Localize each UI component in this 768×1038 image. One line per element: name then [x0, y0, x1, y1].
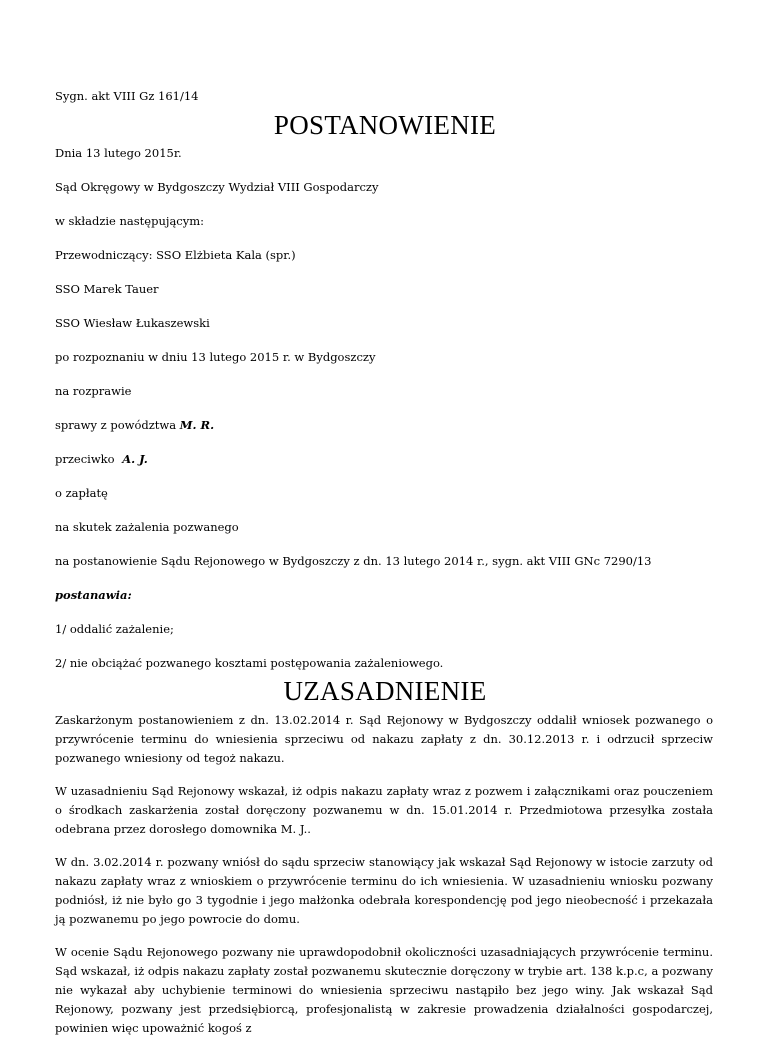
appeal-line: na skutek zażalenia pozwanego	[55, 520, 239, 534]
session-line: na rozprawie	[55, 384, 132, 398]
justification-paragraph-1: Zaskarżonym postanowieniem z dn. 13.02.2014 r. Sąd Rejonowy w Bydgoszczy oddalił wniosek pozwanego o przywrócenie terminu do wniesienia sprzeciwu od nakazu zapłaty z dn. 30.12.2013 r. i odrzucił sprzeciw pozwanego wniesiony od tegoż nakazu.	[55, 713, 713, 765]
defendant-prefix: przeciwko	[55, 452, 119, 466]
hearing-line: po rozpoznaniu w dniu 13 lutego 2015 r. w Bydgoszczy	[55, 350, 376, 364]
presiding-judge-line: Przewodniczący: SSO Elżbieta Kala (spr.)	[55, 248, 296, 262]
justification-title: UZASADNIENIE	[283, 676, 487, 706]
judge-line-1: SSO Marek Tauer	[55, 282, 159, 296]
plaintiff-prefix: sprawy z powództwa	[55, 418, 180, 432]
justification-paragraph-4: W ocenie Sądu Rejonowego pozwany nie uprawdopodobnił okoliczności uzasadniających przywrócenie terminu. Sąd wskazał, iż odpis nakazu zapłaty został pozwanemu skutecznie doręczony w trybie art. 138 k.p.c, a pozwany nie wykazał aby uchybienie terminowi do wniesienia sprzeciwu nastąpiło bez jego winy. Jak wskazał Sąd Rejonowy, pozwany jest przedsiębiorcą, profesjonalistą w zakresie prowadzenia działalności gospodarczej, powinien więc upoważnić kogoś z	[55, 945, 713, 1035]
justification-paragraph-3: W dn. 3.02.2014 r. pozwany wniósł do sądu sprzeciw stanowiący jak wskazał Sąd Rejonowy w istocie zarzuty od nakazu zapłaty wraz z wnioskiem o przywrócenie terminu do ich wniesienia. W uzasadnieniu wniosku pozwany podniósł, iż nie było go 3 tygodnie i jego małżonka odebrała korespondencję pod jego nieobecność i przekazała ją pozwanemu po jego powrocie do domu.	[55, 855, 713, 926]
date-line: Dnia 13 lutego 2015r.	[55, 146, 182, 160]
case-number: Sygn. akt VIII Gz 161/14	[55, 89, 199, 103]
plaintiff-line	[55, 417, 214, 433]
ruling-item-2: 2/ nie obciążać pozwanego kosztami postępowania zażaleniowego.	[55, 656, 444, 670]
subject-line: o zapłatę	[55, 486, 108, 500]
document-title: POSTANOWIENIE	[273, 110, 497, 140]
composition-line: w składzie następującym:	[55, 214, 205, 228]
defendant-line	[55, 451, 148, 467]
appealed-decision-line: na postanowienie Sądu Rejonowego w Bydgoszczy z dn. 13 lutego 2014 r., sygn. akt VIII GNc 7290/13	[55, 554, 652, 568]
court-line: Sąd Okręgowy w Bydgoszczy Wydział VIII Gospodarczy	[55, 180, 379, 194]
plaintiff-name: M. R.	[179, 418, 215, 432]
ruling-item-1: 1/ oddalić zażalenie;	[55, 622, 174, 636]
defendant-name: A. J.	[122, 452, 148, 466]
justification-paragraph-2: W uzasadnieniu Sąd Rejonowy wskazał, iż odpis nakazu zapłaty wraz z pozwem i załącznikami oraz pouczeniem o środkach zaskarżenia został doręczony pozwanemu w dn. 15.01.2014 r. Przedmiotowa przesyłka została odebrana przez dorosłego domownika M. J..	[55, 784, 713, 836]
ruling-label: postanawia:	[55, 588, 132, 602]
judge-line-2: SSO Wiesław Łukaszewski	[55, 316, 210, 330]
